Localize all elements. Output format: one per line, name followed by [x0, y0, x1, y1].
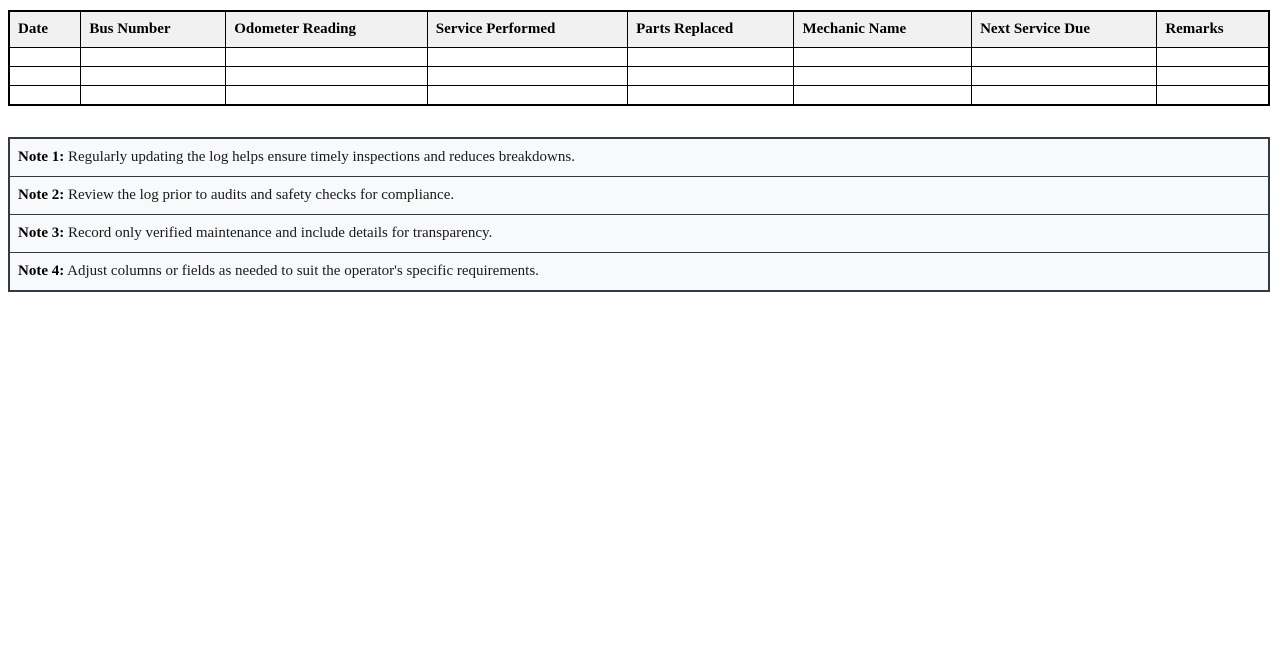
table-cell: [794, 86, 972, 105]
note-row: [9, 214, 1269, 252]
table-cell: [226, 86, 428, 105]
column-header-service-performed: Service Performed: [427, 11, 627, 48]
notes-section: [8, 137, 1270, 292]
table-cell: [9, 48, 81, 67]
note-3-text: Record only verified maintenance and include details for transparency.: [64, 224, 493, 241]
table-cell: [427, 86, 627, 105]
table-cell: [972, 48, 1157, 67]
note-4-label: Note 4:: [18, 262, 65, 279]
table-cell: [427, 67, 627, 86]
table-cell: [226, 67, 428, 86]
table-cell: [628, 48, 794, 67]
table-cell: [9, 67, 81, 86]
table-cell: [9, 86, 81, 105]
table-header-row: [9, 11, 1269, 48]
table-cell: [628, 86, 794, 105]
table-cell: [1157, 67, 1269, 86]
note-4-text: Adjust columns or fields as needed to suit the operator's specific requirements.: [64, 262, 539, 279]
column-header-odometer-reading: Odometer Reading: [226, 11, 428, 48]
table-cell: [628, 67, 794, 86]
table-row: [9, 48, 1269, 67]
maintenance-log-table: [8, 10, 1270, 106]
table-cell: [1157, 86, 1269, 105]
table-cell: [972, 67, 1157, 86]
table-cell: [81, 86, 226, 105]
note-2-text: Review the log prior to audits and safety checks for compliance.: [64, 186, 455, 203]
table-cell: [1157, 48, 1269, 67]
note-row: [9, 176, 1269, 214]
column-header-remarks: Remarks: [1157, 11, 1269, 48]
note-1: [9, 138, 1269, 177]
note-1-label: Note 1:: [18, 148, 65, 165]
note-1-text: Regularly updating the log helps ensure timely inspections and reduces breakdowns.: [64, 148, 575, 165]
table-row: [9, 67, 1269, 86]
column-header-mechanic-name: Mechanic Name: [794, 11, 972, 48]
note-row: [9, 138, 1269, 177]
column-header-next-service-due: Next Service Due: [972, 11, 1157, 48]
column-header-parts-replaced: Parts Replaced: [628, 11, 794, 48]
note-3-label: Note 3:: [18, 224, 65, 241]
note-4: [9, 252, 1269, 291]
table-cell: [794, 48, 972, 67]
table-cell: [972, 86, 1157, 105]
note-3: [9, 214, 1269, 252]
table-row: [9, 86, 1269, 105]
note-row: [9, 252, 1269, 291]
column-header-bus-number: Bus Number: [81, 11, 226, 48]
table-cell: [794, 67, 972, 86]
table-cell: [427, 48, 627, 67]
table-cell: [81, 48, 226, 67]
table-cell: [226, 48, 428, 67]
note-2: [9, 176, 1269, 214]
column-header-date: Date: [9, 11, 81, 48]
note-2-label: Note 2:: [18, 186, 65, 203]
table-cell: [81, 67, 226, 86]
